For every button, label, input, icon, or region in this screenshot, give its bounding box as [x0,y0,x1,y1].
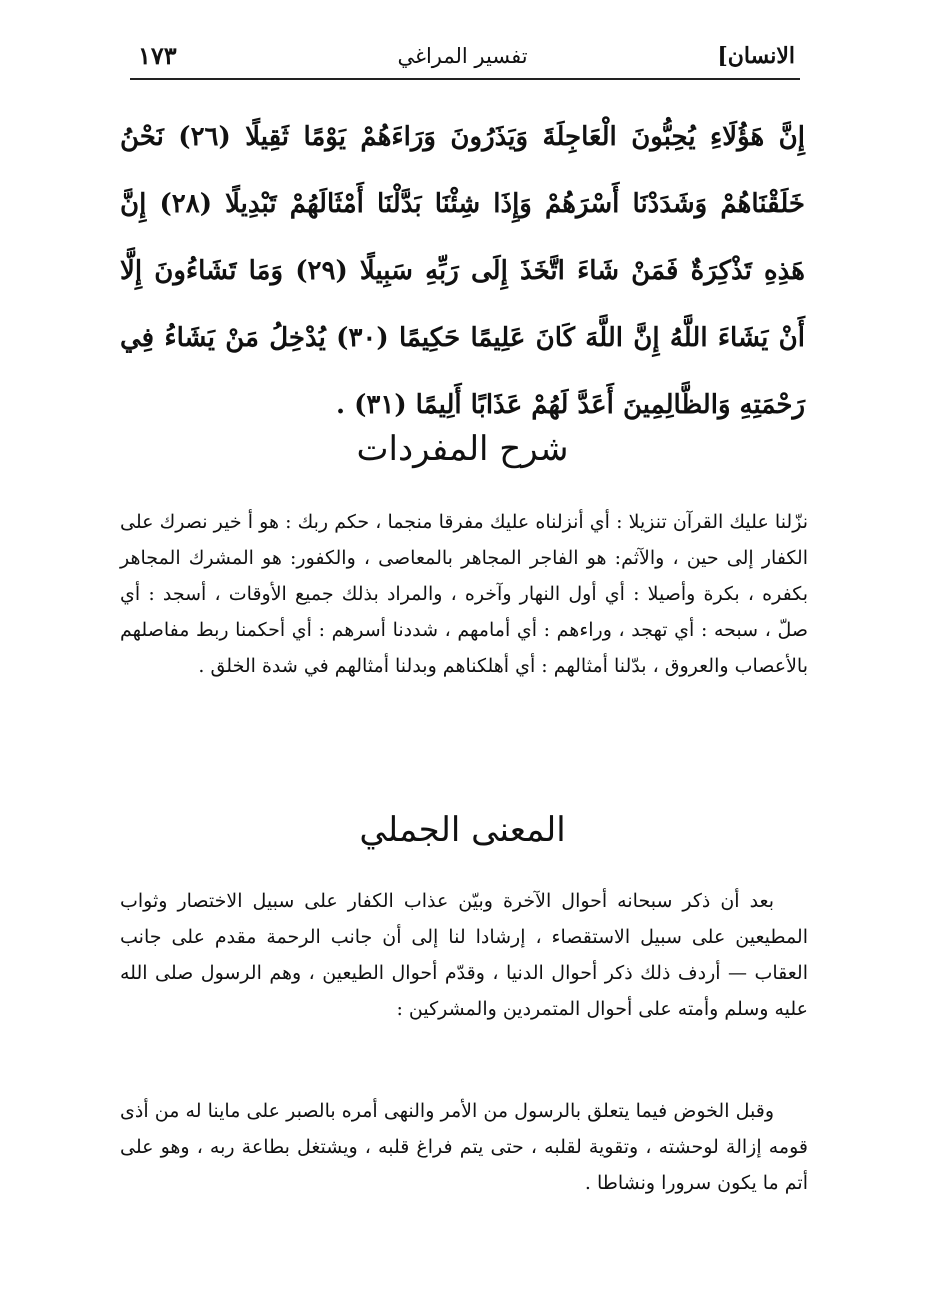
book-title: تفسير المراغي [397,44,528,68]
summary-paragraph-1: بعد أن ذكر سبحانه أحوال الآخرة وبيّن عذاب الكفار على سبيل الاختصار وثواب المطيعين على سبيل الاستقصاء ، إرشادا لنا إلى أن جانب الرحمة مقدم على جانب العقاب — أردف ذلك ذكر أحوال الدنيا ، وقدّم أحوال الطيعين ، وهم الرسول صلى الله عليه وسلم وأمته على أحوال المتمردين والمشركين : [120,890,808,1020]
vocab-heading: شرح المفردات [356,429,569,469]
page-header [130,40,795,80]
summary-heading: المعنى الجملي [359,810,566,850]
page-number: ١٧٣ [138,41,177,70]
sura-name: الانسان] [717,43,795,69]
summary-paragraph-2: وقبل الخوض فيما يتعلق بالرسول من الأمر والنهى أمره بالصبر على ماينا له من أذى قومه إزالة لوحشته ، وتقوية لقلبه ، حتى يتم فراغ قلبه ، ويشتغل بطاعة ربه ، وهو على أتم ما يكون سرورا ونشاطا . [120,1100,808,1194]
quran-verses: إِنَّ هَؤُلَاءِ يُحِبُّونَ الْعَاجِلَةَ وَيَذَرُونَ وَرَاءَهُمْ يَوْمًا ثَقِيلًا (٢٦) نَحْنُ خَلَقْنَاهُمْ وَشَدَدْنَا أَسْرَهُمْ وَإِذَا شِئْنَا بَدَّلْنَا أَمْثَالَهُمْ تَبْدِيلًا (٢٨) إِنَّ هَذِهِ تَذْكِرَةٌ فَمَنْ شَاءَ اتَّخَذَ إِلَى رَبِّهِ سَبِيلًا (٢٩) وَمَا تَشَاءُونَ إِلَّا أَنْ يَشَاءَ اللَّهُ إِنَّ اللَّهَ كَانَ عَلِيمًا حَكِيمًا (٣٠) يُدْخِلُ مَنْ يَشَاءُ فِي رَحْمَتِهِ وَالظَّالِمِينَ أَعَدَّ لَهُمْ عَذَابًا أَلِيمًا (٣١) . [120,122,805,420]
vocab-text: نزّلنا عليك القرآن تنزيلا : أي أنزلناه عليك مفرقا منجما ، حكم ربك : هو أ خير نصرك على الكفار إلى حين ، والآثم: هو الفاجر المجاهر بالمعاصى ، والكفور: هو المشرك المجاهر بكفره ، بكرة وأصيلا : أي أول النهار وآخره ، والمراد بذلك جميع الأوقات ، أسجد : أي صلّ ، سبحه : أي تهجد ، وراءهم : أي أمامهم ، شددنا أسرهم : أي أحكمنا ربط مفاصلهم بالأعصاب والعروق ، بدّلنا أمثالهم : أي أهلكناهم وبدلنا أمثالهم في شدة الخلق . [120,511,808,677]
header-rule [130,78,800,80]
